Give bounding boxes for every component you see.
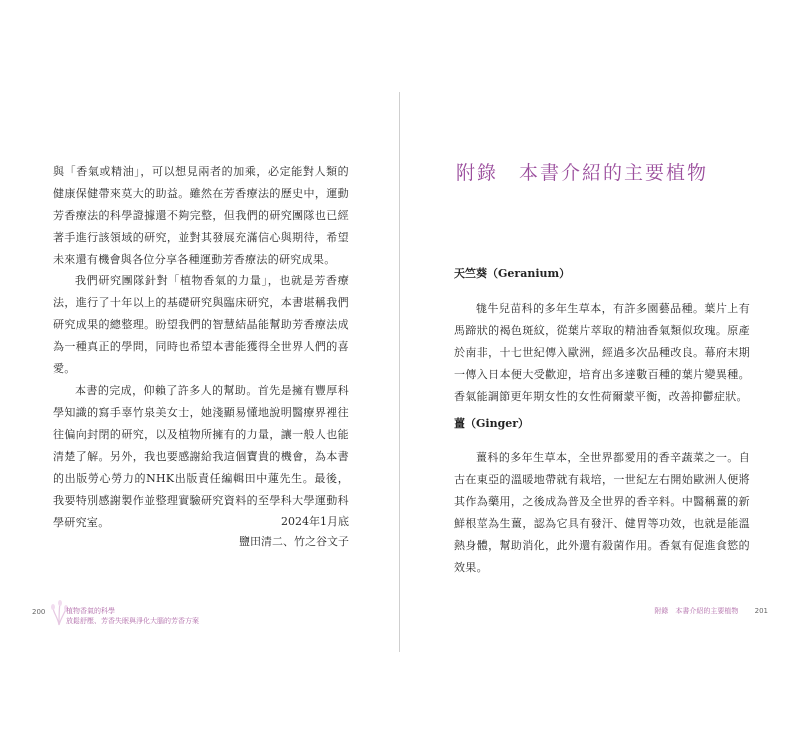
left-page: [0, 0, 399, 744]
book-title: 植物香氣的科學: [66, 607, 115, 615]
page-number: 201: [754, 607, 768, 615]
paragraph-text: 我們研究團隊針對「植物香氣的力量」，也就是芳香療法，進行了十年以上的基礎研究與臨床研究，本書堪稱我們研究成果的總整理。盼望我們的智慧結晶能幫助芳香療法成為一種真正的學問，同時也希望本書能獲得全世界人們的喜愛。: [53, 274, 349, 375]
left-folio: [32, 606, 232, 636]
plant-name-geranium: 天竺葵（Geranium）: [454, 267, 571, 280]
plant-description: 薑科的多年生草本，全世界都愛用的香辛蔬菜之一。自古在東亞的溫暖地帶就有栽培，一世紀左右開始歐洲人便將其作為藥用，之後成為普及全世界的香辛料。中醫稱薑的新鮮根莖為生薑，認為它具有發汗、健胃等功效，也就是能溫熱身體，幫助消化，此外還有殺菌作用。香氣有促進食慾的效果。: [454, 451, 750, 574]
plant-name-ginger: 薑（Ginger）: [454, 417, 530, 430]
book-spine: [399, 92, 400, 652]
plant-entry-geranium: [454, 298, 750, 408]
signature-date: 2024年1月底: [281, 515, 349, 528]
appendix-heading: 附錄 本書介紹的主要植物: [456, 162, 709, 184]
page-number: 200: [32, 608, 46, 616]
right-page: [401, 0, 800, 744]
paragraph-2: [53, 270, 349, 380]
book-subtitle: 放鬆舒壓、芳香失眠與淨化大腦的芳香方案: [66, 617, 199, 625]
signature-authors: 鹽田清二、竹之谷文子: [239, 535, 349, 548]
paragraph-1: [53, 161, 349, 271]
paragraph-3: [53, 380, 349, 534]
paragraph-text: 與「香氣或精油」，可以想見兩者的加乘，必定能對人類的健康保健帶來莫大的助益。雖然在芳香療法的歷史中，運動芳香療法的科學證據還不夠完整，但我們的研究團隊也已經著手進行該領域的研究，並對其發展充滿信心與期待，希望未來還有機會與各位分享各種運動芳香療法的研究成果。: [53, 165, 349, 266]
paragraph-text: 本書的完成，仰賴了許多人的幫助。首先是擁有豐厚科學知識的寫手辜竹泉美女士，她淺顯易懂地說明醫療界裡往往偏向封閉的研究，以及植物所擁有的力量，讓一般人也能清楚了解。另外，我也要感謝給我這個寶貴的機會，為本書的出版勞心勞力的NHK出版責任編輯田中蓮先生。最後，我要特別感謝製作並整理實驗研究資料的至學科大學運動科學研究室。: [53, 384, 349, 529]
running-title: 附錄 本書介紹的主要植物: [654, 607, 739, 615]
right-folio: [588, 606, 768, 616]
plant-entry-ginger: [454, 447, 750, 579]
plant-description: 牻牛兒苗科的多年生草本，有許多園藝品種。葉片上有馬蹄狀的褐色斑紋，從葉片萃取的精油香氣類似玫瑰。原產於南非，十七世紀傳入歐洲，經過多次品種改良。幕府末期一傳入日本便大受歡迎，培育出多達數百種的葉片變異種。香氣能調節更年期女性的女性荷爾蒙平衡，改善抑鬱症狀。: [454, 302, 750, 403]
